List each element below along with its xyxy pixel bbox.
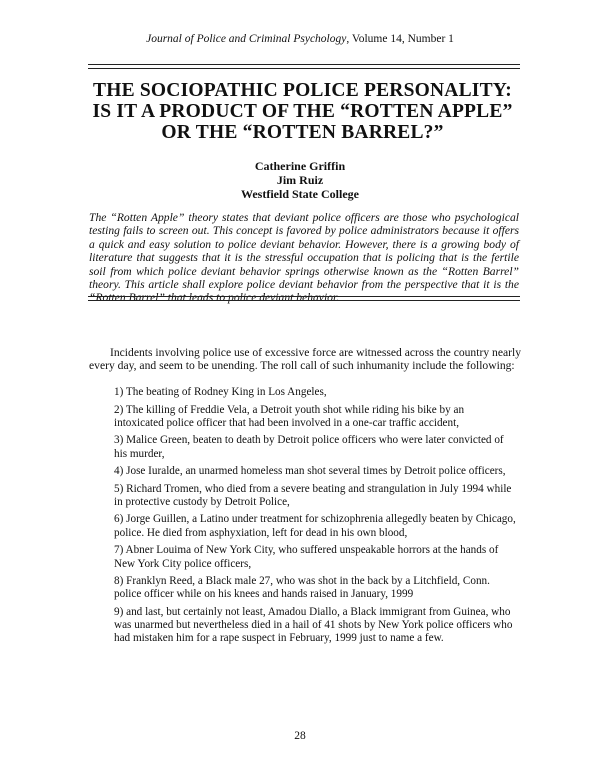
- title-line-3: OR THE “ROTTEN BARREL?”: [161, 122, 444, 143]
- abstract: The “Rotten Apple” theory states that deviant police officers are those who psychological testing fails to screen out. This concept is favored by police administrators because it offers a quick and easy solution to police deviant behavior. However, there is a growing body of literature that suggests that it is the stressful occupation that is policing that is the fertile soil from which police deviant behavior springs otherwise known as the “Rotten Barrel” theory. This article shall explore police deviant behavior from the perspective that it is the “Rotten Barrel” that leads to police deviant behavior.: [89, 211, 519, 305]
- title-line-1: THE SOCIOPATHIC POLICE PERSONALITY:: [93, 80, 512, 101]
- list-item: 2) The killing of Freddie Vela, a Detroit youth shot while riding his bike by an intoxicated police officer that had been involved in a one-car traffic accident,: [114, 403, 465, 429]
- title-line-2: IS IT A PRODUCT OF THE “ROTTEN APPLE”: [92, 101, 513, 122]
- intro-paragraph: Incidents involving police use of excessive force are witnessed across the country nearly every day, and seem to be unending. The roll call of such inhumanity include the following:: [89, 346, 521, 373]
- header-rule-bottom: [88, 68, 520, 69]
- list-item: 9) and last, but certainly not least, Amadou Diallo, a Black immigrant from Guinea, who was unarmed but nevertheless died in a hail of 41 shots by New York police officers who had mistaken him for a rape suspect in February, 1999 just to name a few.: [114, 605, 513, 645]
- list-item: 8) Franklyn Reed, a Black male 27, who was shot in the back by a Litchfield, Conn. police officer while on his knees and hands raised in January, 1999: [114, 575, 490, 601]
- abstract-rule-top: [88, 296, 520, 297]
- author-name: Jim Ruiz: [276, 173, 324, 187]
- list-item: 6) Jorge Guillen, a Latino under treatment for schizophrenia allegedly beaten by Chicago, police. He died from asphyxiation, left for dead in his own blood,: [114, 513, 516, 539]
- affiliation: Westfield State College: [241, 187, 359, 201]
- article-title: [60, 80, 545, 143]
- header-rule-top: [88, 64, 520, 65]
- list-item: 5) Richard Tromen, who died from a severe beating and strangulation in July 1994 while in protective custody by Detroit Police,: [114, 482, 512, 508]
- list-item: 1) The beating of Rodney King in Los Angeles,: [114, 386, 327, 398]
- list-item: 7) Abner Louima of New York City, who suffered unspeakable horrors at the hands of New York City police officers,: [114, 544, 499, 570]
- journal-name: Journal of Police and Criminal Psychology: [146, 33, 347, 45]
- list-item: 4) Jose Iuralde, an unarmed homeless man shot several times by Detroit police officers,: [114, 465, 506, 478]
- author-block: [0, 159, 600, 201]
- abstract-rule-bottom: [88, 300, 520, 301]
- list-item: 3) Malice Green, beaten to death by Detroit police officers who were later convicted of his murder,: [114, 434, 504, 460]
- running-header: [0, 33, 600, 45]
- incident-list: [114, 386, 516, 650]
- volume-issue: , Volume 14, Number 1: [346, 33, 454, 45]
- page-number: 28: [294, 730, 306, 742]
- author-name: Catherine Griffin: [254, 159, 346, 173]
